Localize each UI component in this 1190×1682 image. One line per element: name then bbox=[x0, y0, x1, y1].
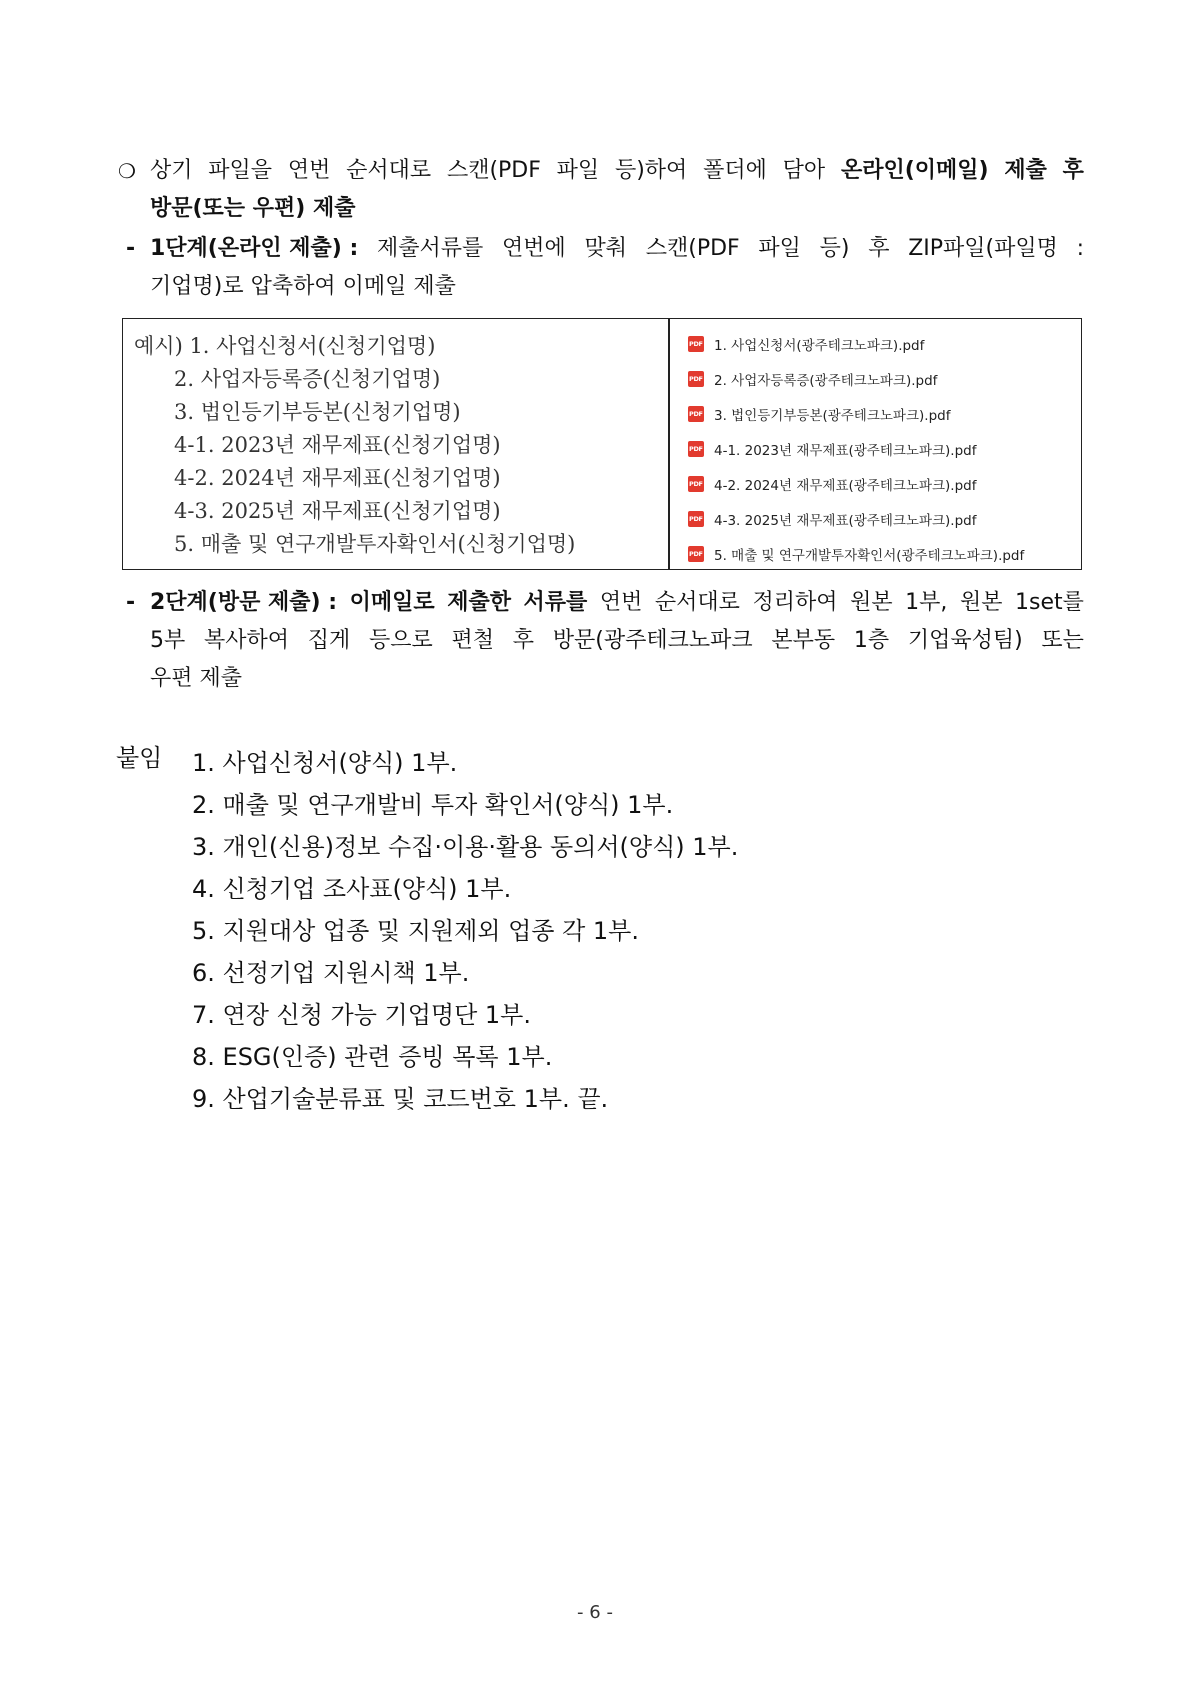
text: 5부 bbox=[150, 628, 186, 653]
text: 제출서류를 bbox=[377, 236, 484, 261]
text: 파일 bbox=[556, 158, 600, 183]
step1-label: 1단계(온라인 제출) : bbox=[150, 236, 359, 261]
text: 또는 bbox=[1041, 628, 1084, 653]
text: 스캔(PDF bbox=[446, 158, 541, 183]
example-row: 2. 사업자등록증(신청기업명) bbox=[134, 367, 441, 391]
example-row: 예시) 1. 사업신청서(신청기업명) bbox=[134, 334, 436, 358]
text: 기업육성팀) bbox=[907, 628, 1023, 653]
example-list bbox=[134, 330, 575, 561]
text: 파일 bbox=[758, 236, 801, 261]
text: 원본 bbox=[850, 590, 893, 615]
text: 편철 bbox=[451, 628, 494, 653]
page-number: - 6 - bbox=[577, 1602, 613, 1623]
text: 1set를 bbox=[1015, 590, 1084, 615]
step1-line-2: 기업명)로 압축하여 이메일 제출 bbox=[150, 274, 456, 299]
attachment-item: 6. 선정기업 지원시책 1부. bbox=[192, 959, 470, 987]
step1-line-1 bbox=[150, 234, 1084, 264]
file-item bbox=[688, 431, 1024, 466]
attachment-item: 1. 사업신청서(양식) 1부. bbox=[192, 749, 458, 777]
text: 복사하여 bbox=[203, 628, 289, 653]
step1-dash: - bbox=[126, 236, 136, 261]
text: 정리하여 bbox=[752, 590, 838, 615]
attachment-item: 9. 산업기술분류표 및 코드번호 1부. 끝. bbox=[192, 1085, 609, 1113]
bold-text: 제출한 bbox=[447, 590, 511, 615]
text: 연번에 bbox=[502, 236, 566, 261]
attachment-item: 3. 개인(신용)정보 수집·이용·활용 동의서(양식) 1부. bbox=[192, 833, 739, 861]
intro-line-2: 방문(또는 우편) 제출 bbox=[150, 196, 356, 221]
text: 본부동 bbox=[771, 628, 836, 653]
file-name: 4-1. 2023년 재무제표(광주테크노파크).pdf bbox=[714, 442, 977, 459]
bold-text: 후 bbox=[1062, 158, 1084, 183]
attachment-item: 2. 매출 및 연구개발비 투자 확인서(양식) 1부. bbox=[192, 791, 674, 819]
step2-line-3: 우편 제출 bbox=[150, 666, 243, 691]
attachment-item: 5. 지원대상 업종 및 지원제외 업종 각 1부. bbox=[192, 917, 639, 945]
intro-line-1 bbox=[150, 156, 1084, 186]
example-row: 4-2. 2024년 재무제표(신청기업명) bbox=[134, 466, 501, 490]
step2-dash: - bbox=[126, 590, 136, 615]
pdf-file-icon bbox=[688, 336, 704, 352]
text: 연번 bbox=[287, 158, 331, 183]
text: 등)하여 bbox=[614, 158, 688, 183]
attachment-item: 4. 신청기업 조사표(양식) 1부. bbox=[192, 875, 512, 903]
bold-text: 서류를 bbox=[523, 590, 588, 615]
file-item bbox=[688, 396, 1024, 431]
text: 원본 bbox=[959, 590, 1003, 615]
text: 파일을 bbox=[208, 158, 273, 183]
text: 등) bbox=[819, 236, 850, 261]
attachment-item: 7. 연장 신청 가능 기업명단 1부. bbox=[192, 1001, 531, 1029]
file-item bbox=[688, 536, 1024, 571]
bullet-marker: ❍ bbox=[118, 159, 136, 183]
step2-label: 2단계(방문 제출) : bbox=[150, 590, 338, 615]
text: 스캔(PDF bbox=[645, 236, 740, 261]
bold-text: 이메일로 bbox=[349, 590, 435, 615]
pdf-file-icon bbox=[688, 371, 704, 387]
file-item bbox=[688, 361, 1024, 396]
step2-line-1 bbox=[150, 588, 1084, 618]
text: 후 bbox=[868, 236, 890, 261]
pdf-file-icon bbox=[688, 441, 704, 457]
text: 맞춰 bbox=[584, 236, 628, 261]
text: 순서대로 bbox=[654, 590, 740, 615]
file-item bbox=[688, 466, 1024, 501]
text: 상기 bbox=[150, 158, 193, 183]
step2-line-2 bbox=[150, 626, 1084, 656]
file-name: 2. 사업자등록증(광주테크노파크).pdf bbox=[714, 372, 938, 389]
example-row: 4-1. 2023년 재무제표(신청기업명) bbox=[134, 433, 501, 457]
attachments-label: 붙임 bbox=[116, 744, 163, 772]
file-item bbox=[688, 326, 1024, 361]
pdf-file-icon bbox=[688, 406, 704, 422]
text: 연번 bbox=[599, 590, 643, 615]
example-row: 3. 법인등기부등본(신청기업명) bbox=[134, 400, 461, 424]
example-file-list bbox=[688, 326, 1024, 571]
pdf-file-icon bbox=[688, 511, 704, 527]
pdf-file-icon bbox=[688, 476, 704, 492]
pdf-file-icon bbox=[688, 546, 704, 562]
text: ZIP파일(파일명 bbox=[908, 236, 1058, 261]
bold-text: 제출 bbox=[1004, 158, 1047, 183]
text: 담아 bbox=[782, 158, 826, 183]
file-name: 1. 사업신청서(광주테크노파크).pdf bbox=[714, 337, 925, 354]
text: 후 bbox=[512, 628, 534, 653]
attachments-list bbox=[192, 742, 738, 1120]
text: 집게 bbox=[307, 628, 351, 653]
text: 등으로 bbox=[368, 628, 433, 653]
bold-text: 온라인(이메일) bbox=[840, 158, 989, 183]
file-item bbox=[688, 501, 1024, 536]
text: 1층 bbox=[853, 628, 890, 653]
example-row: 5. 매출 및 연구개발투자확인서(신청기업명) bbox=[134, 532, 576, 556]
file-name: 4-2. 2024년 재무제표(광주테크노파크).pdf bbox=[714, 477, 977, 494]
text: : bbox=[1076, 236, 1084, 261]
file-name: 4-3. 2025년 재무제표(광주테크노파크).pdf bbox=[714, 512, 977, 529]
example-table-divider bbox=[668, 318, 670, 570]
text: 순서대로 bbox=[346, 158, 432, 183]
text: 1부, bbox=[905, 590, 948, 615]
example-row: 4-3. 2025년 재무제표(신청기업명) bbox=[134, 499, 501, 523]
file-name: 5. 매출 및 연구개발투자확인서(광주테크노파크).pdf bbox=[714, 547, 1025, 564]
text: 폴더에 bbox=[703, 158, 767, 183]
text: 방문(광주테크노파크 bbox=[552, 628, 753, 653]
attachment-item: 8. ESG(인증) 관련 증빙 목록 1부. bbox=[192, 1043, 553, 1071]
file-name: 3. 법인등기부등본(광주테크노파크).pdf bbox=[714, 407, 951, 424]
